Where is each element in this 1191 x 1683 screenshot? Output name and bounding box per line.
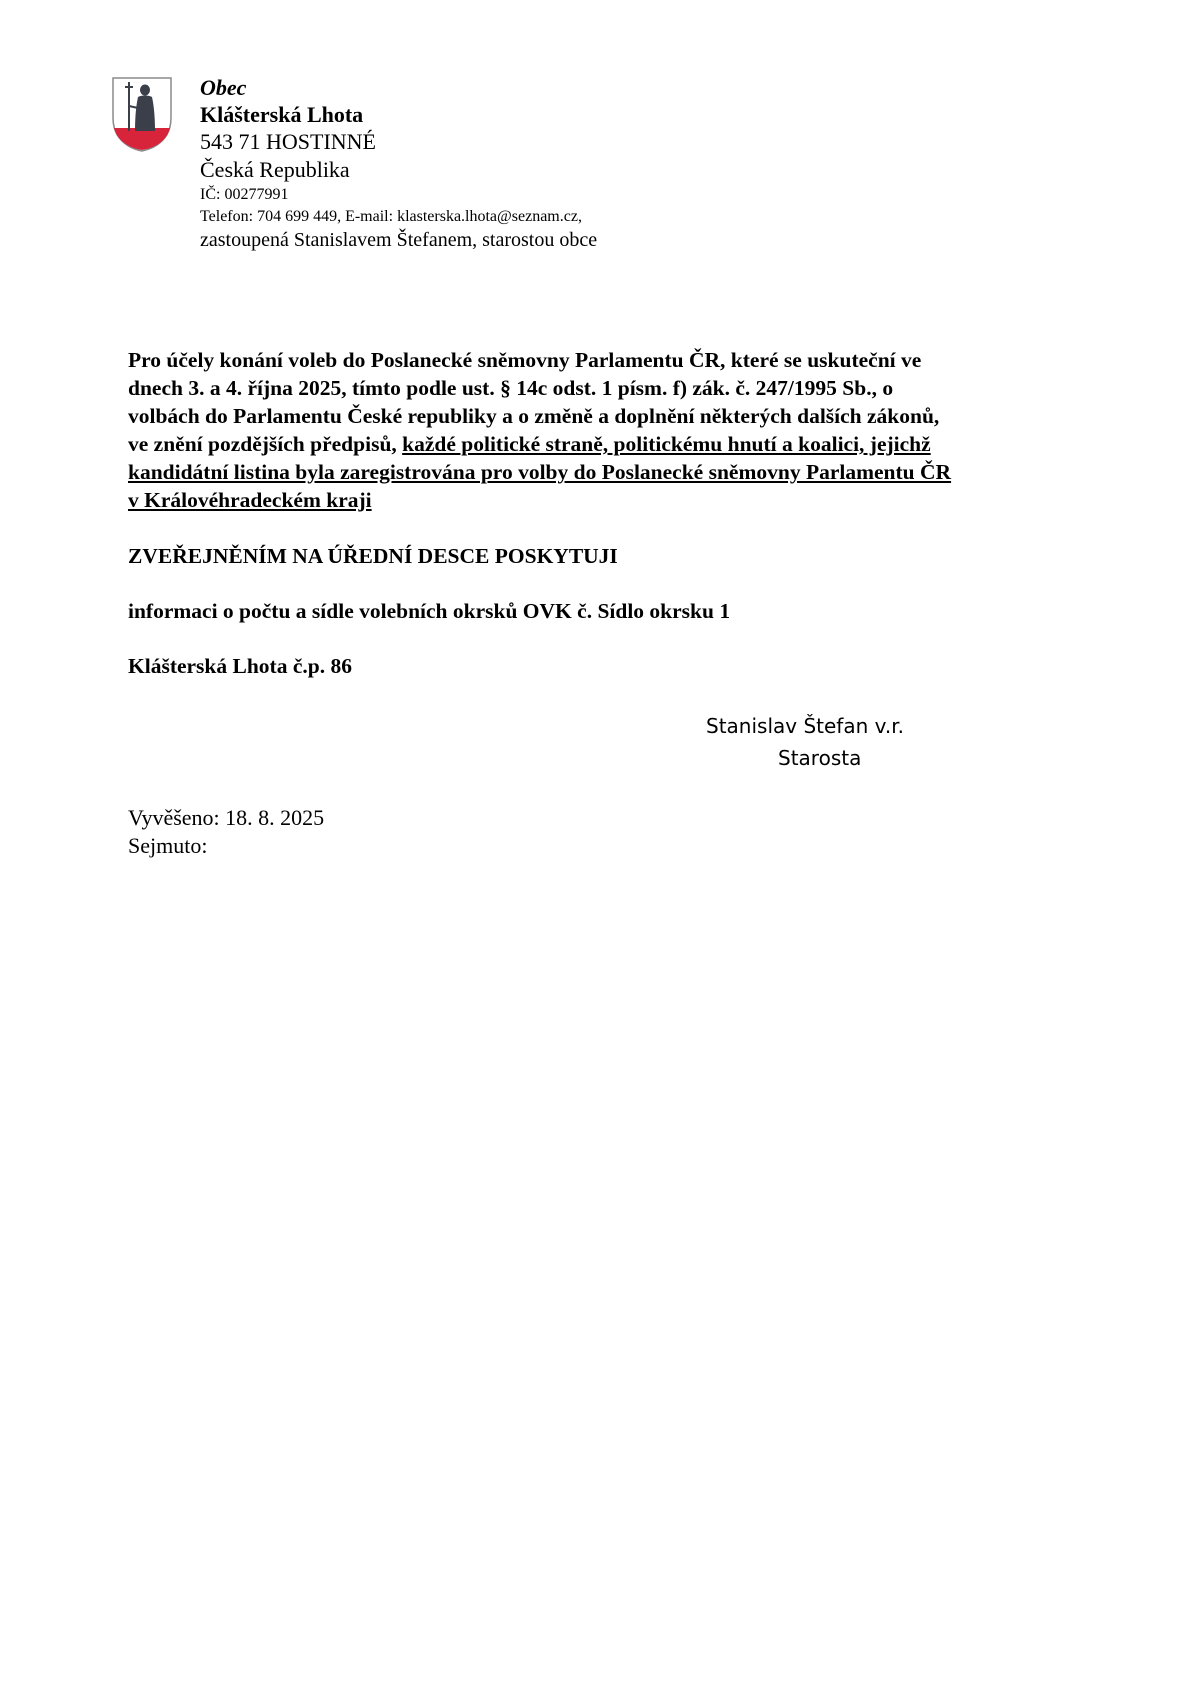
publication-heading: ZVEŘEJNĚNÍM NA ÚŘEDNÍ DESCE POSKYTUJI [128,544,618,568]
municipality-label: Obec [200,75,247,100]
represented-by: zastoupená Stanislavem Štefanem, starostou obce [200,229,598,251]
notice-line-2: dnech 3. a 4. října 2025, tímto podle ust. § 14c odst. 1 písm. f) zák. č. 247/1995 Sb., o [128,376,894,400]
notice-line-4 [128,430,1063,458]
notice-line-4-underlined: každé politické straně, politickému hnutí a koalici, jejichž [402,432,931,456]
contact-info: Telefon: 704 699 449, E-mail: klasterska.lhota@seznam.cz, [200,208,582,225]
municipality-name: Klášterská Lhota [200,102,364,127]
postal-city: 543 71 HOSTINNÉ [200,129,376,154]
removed-date: Sejmuto: [128,833,208,858]
company-id: IČ: 00277991 [200,186,289,203]
notice-line-1: Pro účely konání voleb do Poslanecké sněmovny Parlamentu ČR, které se uskuteční ve [128,348,922,372]
signatory-title: Starosta [778,746,862,770]
country: Česká Republika [200,157,350,182]
coat-of-arms-monk-icon [111,76,173,152]
notice-line-4-plain: ve znění pozdějších předpisů, [128,432,403,456]
notice-line-6: v Královéhradeckém kraji [128,488,372,512]
signatory-name: Stanislav Štefan v.r. [706,714,905,738]
precinct-info: informaci o počtu a sídle volebních okrsků OVK č. Sídlo okrsku 1 [128,599,731,623]
notice-line-3: volbách do Parlamentu České republiky a o změně a doplnění některých dalších zákonů, [128,404,940,428]
notice-body [128,346,1063,514]
notice-paragraph [128,346,1063,514]
posted-date: Vyvěšeno: 18. 8. 2025 [128,805,325,830]
posting-dates [128,804,324,860]
precinct-address: Klášterská Lhota č.p. 86 [128,654,352,678]
notice-line-5: kandidátní listina byla zaregistrována pro volby do Poslanecké sněmovny Parlamentu ČR [128,460,952,484]
signature-block [706,710,926,774]
letterhead [200,74,900,252]
